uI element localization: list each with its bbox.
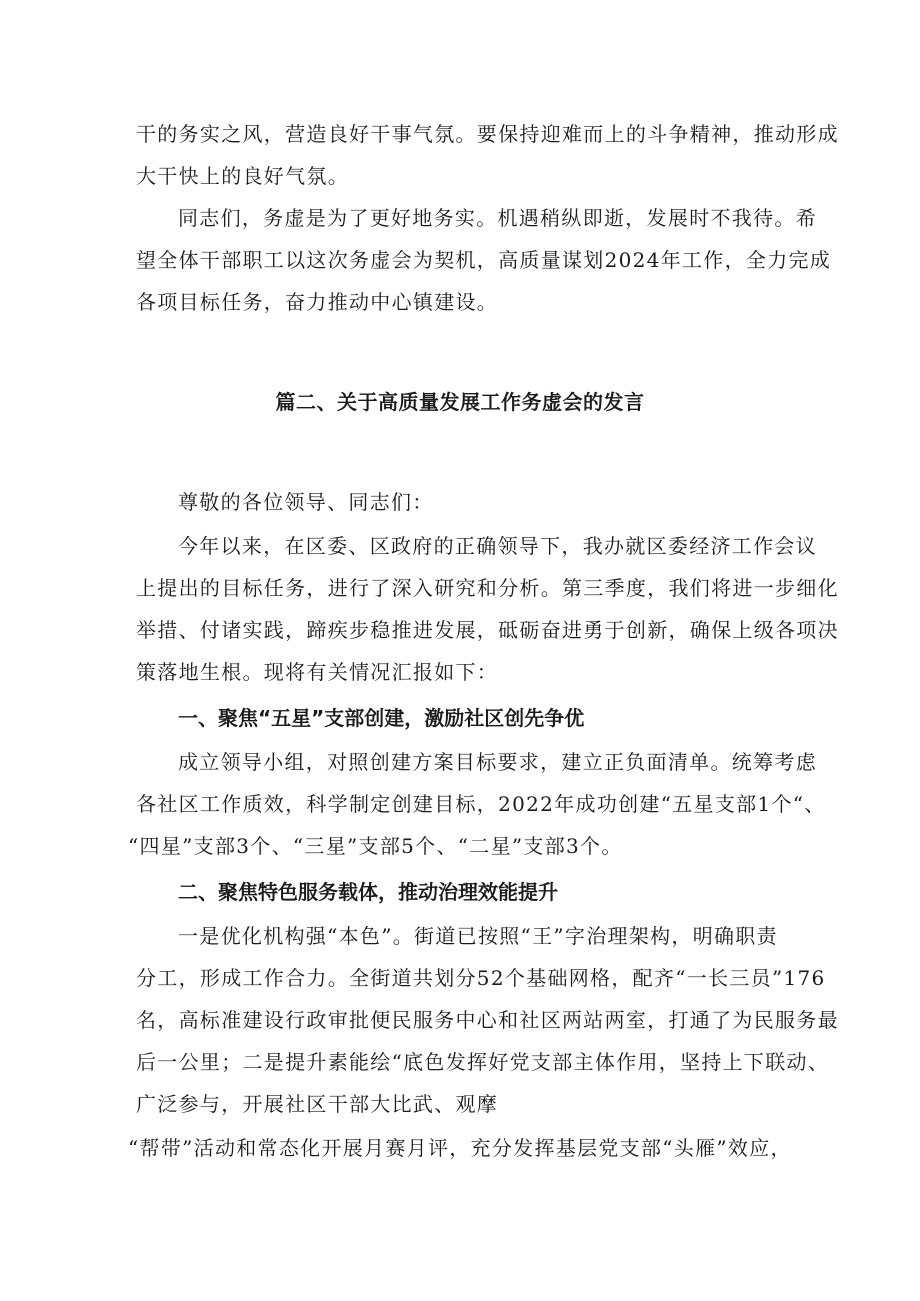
paragraph-line: 成立领导小组，对照创建方案目标要求，建立正负面清单。统筹考虑 [178,750,817,774]
paragraph-line: 举措、付诸实践，蹄疾步稳推进发展，砥砺奋进勇于创新，确保上级各项决 [136,618,839,642]
paragraph-line: 干的务实之风，营造良好干事气氛。要保持迎难而上的斗争精神，推动形成 [136,122,839,146]
paragraph-line: 各项目标任务，奋力推动中心镇建设。 [136,290,499,314]
paragraph-line: 各社区工作质效，科学制定创建目标，2022年成功创建“五星支部1个“、 [136,792,826,816]
paragraph-line: 一是优化机构强“本色”。街道已按照“王”字治理架构，明确职责 [178,924,778,948]
section-title: 篇二、关于高质量发展工作务虚会的发言 [275,390,645,414]
paragraph-line: 策落地生根。现将有关情况汇报如下： [136,660,499,684]
paragraph-line: 大干快上的良好气氛。 [136,164,349,188]
paragraph-line: 同志们，务虚是为了更好地务实。机遇稍纵即逝，发展时不我待。希 [178,206,817,230]
paragraph-line: 后一公里；二是提升素能绘“底色发挥好党支部主体作用，坚持上下联动、 [136,1050,830,1074]
paragraph-line: “帮带”活动和常态化开展月赛月评，充分发挥基层党支部“头雁”效应， [128,1136,792,1160]
paragraph-line: “四星”支部3个、“三星”支部5个、“二星”支部3个。 [128,834,623,858]
subheading-one: 一、聚焦“五星”支部创建，激励社区创先争优 [178,706,585,730]
subheading-two: 二、聚焦特色服务载体，推动治理效能提升 [178,880,558,904]
paragraph-line: 名，高标准建设行政审批便民服务中心和社区两站两室，打通了为民服务最 [136,1008,839,1032]
paragraph-line: 分工，形成工作合力。全街道共划分52个基础网格，配齐“一长三员”176 [136,966,826,990]
paragraph-line: 望全体干部职工以这次务虚会为契机，高质量谋划2024年工作，全力完成 [136,248,832,272]
salutation: 尊敬的各位领导、同志们： [178,490,434,514]
paragraph-line: 上提出的目标任务，进行了深入研究和分析。第三季度，我们将进一步细化 [136,576,839,600]
paragraph-line: 今年以来，在区委、区政府的正确领导下，我办就区委经济工作会议 [178,534,817,558]
paragraph-line: 广泛参与，开展社区干部大比武、观摩 [136,1092,499,1116]
